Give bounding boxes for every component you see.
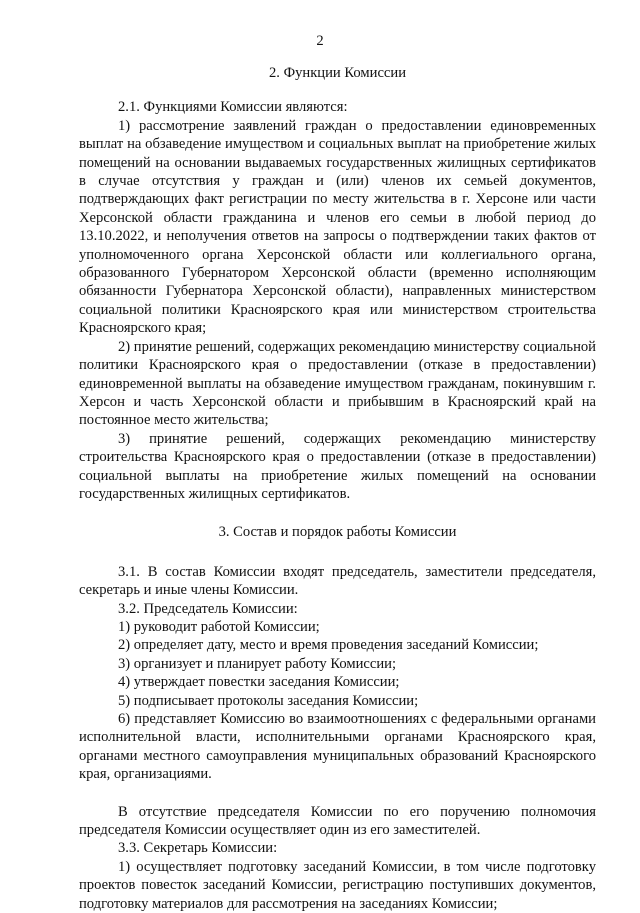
- function-item-2: 2) принятие решений, содержащих рекомендацию министерству социальной политики Красноярского края о предоставлении (отказе в предоставлении) единовременной выплаты на обзаведение имуществом гражданам, покинувшим г. Херсон и часть Херсонской области и прибывшим в Красноярский край на постоянное место жительства;: [79, 338, 596, 429]
- function-item-1: 1) рассмотрение заявлений граждан о предоставлении единовременных выплат на обзаведение имуществом и социальных выплат на приобретение жилых помещений на основании выдаваемых государственных жилищных сертификатов в случае отсутствия у граждан и (или) членов их семьей документов, подтверждающих факт регистрации по месту жительства в г. Херсоне или части Херсонской области гражданина и членов его семьи в любой период до 13.10.2022, и неполучения ответов на запросы о подтверждении таких фактов от уполномоченного органа Херсонской области или коллегиального органа, образованного Губернатором Херсонской области (временно исполняющим обязанности Губернатора Херсонской области), направленных министерством социальной политики Красноярского края или министерством строительства Красноярского края;: [79, 117, 596, 337]
- paragraph-2-1: 2.1. Функциями Комиссии являются:: [118, 99, 348, 116]
- paragraph-3-3: 3.3. Секретарь Комиссии:: [118, 840, 278, 857]
- page-content: [79, 64, 596, 913]
- absence-paragraph: В отсутствие председателя Комиссии по его поручению полномочия председателя Комиссии осуществляет один из его заместителей.: [79, 803, 596, 839]
- chair-item-1: 1) руководит работой Комиссии;: [118, 618, 320, 635]
- chair-item-3: 3) организует и планирует работу Комиссии;: [118, 655, 397, 672]
- chair-item-5: 5) подписывает протоколы заседания Комиссии;: [118, 692, 419, 709]
- page-number: 2: [316, 33, 324, 49]
- chair-item-2: 2) определяет дату, место и время проведения заседаний Комиссии;: [118, 637, 539, 654]
- paragraph-3-2: 3.2. Председатель Комиссии:: [118, 600, 298, 617]
- chair-item-6: 6) представляет Комиссию во взаимоотношениях с федеральными органами исполнительной власти, исполнительными органами Красноярского края, органами местного самоуправления муниципальных образований Красноярского края, организациями.: [79, 711, 596, 783]
- section-2-heading: 2. Функции Комиссии: [268, 65, 407, 81]
- paragraph-3-1: 3.1. В состав Комиссии входят председатель, заместители председателя, секретарь и иные члены Комиссии.: [79, 563, 596, 599]
- chair-item-4: 4) утверждает повестки заседания Комиссии;: [118, 674, 400, 691]
- secretary-item-1: 1) осуществляет подготовку заседаний Комиссии, в том числе подготовку проектов повесток заседаний Комиссии, регистрацию поступивших документов, подготовку материалов для рассмотрения на заседаниях Комиссии;: [79, 858, 596, 912]
- function-item-3: 3) принятие решений, содержащих рекомендацию министерству строительства Красноярского края о предоставлении (отказе в предоставлении) социальной выплаты на приобретение жилых помещений на основании государственных жилищных сертификатов.: [79, 430, 596, 502]
- section-3-heading: 3. Состав и порядок работы Комиссии: [218, 524, 457, 541]
